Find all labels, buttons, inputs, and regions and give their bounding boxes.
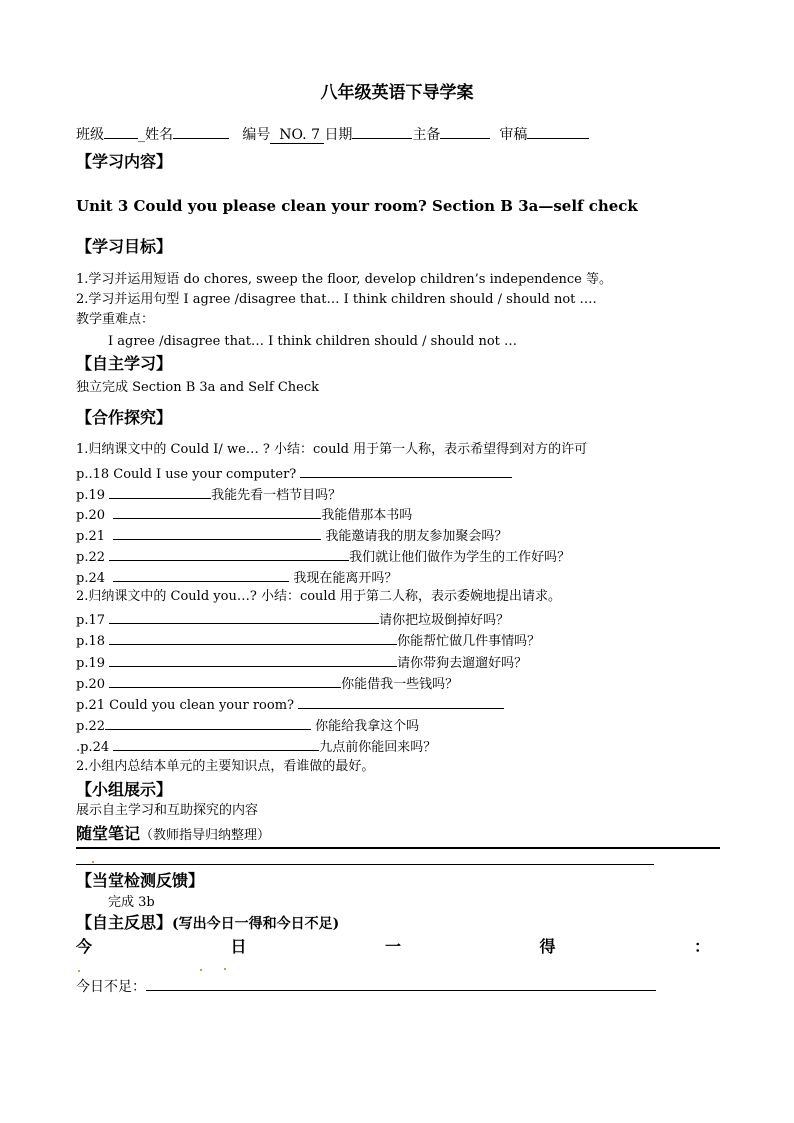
notes-divider (76, 847, 720, 849)
notes-heading: 随堂笔记（教师指导归纳整理） (76, 824, 271, 843)
coop-intro-2: 2.归纳课文中的 Could you…? 小结：could 用于第二人称，表示委婉地提出请求。 (76, 589, 562, 604)
unit-title: Unit 3 Could you please clean your room? Section B 3a—self check (76, 197, 638, 215)
speck (78, 970, 80, 972)
section-content-heading: 【学习内容】 (76, 152, 173, 171)
gain-char: 日 (230, 937, 247, 956)
review-label: 审稿 (499, 127, 528, 143)
section-group-show-heading: 【小组展示】 (76, 780, 173, 799)
name-label: _姓名 (138, 127, 173, 143)
section-self-study-heading: 【自主学习】 (76, 354, 173, 373)
coop-item: p..18 Could I use your computer? (76, 463, 512, 484)
date-blank (352, 124, 412, 139)
reflection-heading: 【自主反思】(写出今日一得和今日不足) (76, 913, 340, 932)
class-label: 班级 (76, 127, 104, 143)
name-blank (173, 124, 229, 139)
gain-char: 一 (384, 937, 401, 956)
coop-intro-1: 1.归纳课文中的 Could I/ we… ? 小结：could 用于第一人称，表示希望得到对方的许可 (76, 442, 588, 457)
coop-item: p.19 请你带狗去遛遛好吗？ (76, 652, 527, 673)
section-goals-heading: 【学习目标】 (76, 237, 173, 256)
coop-item: p.21 我能邀请我的朋友参加聚会吗？ (76, 525, 507, 546)
goal-1: 1.学习并运用短语 do chores, sweep the floor, develop children’s independence 等。 (76, 272, 613, 287)
today-gain-row (76, 934, 710, 957)
coop-item: p.21 Could you clean your room? (76, 694, 504, 715)
section-feedback-heading: 【当堂检测反馈】 (76, 871, 205, 890)
date-label: 日期 (324, 127, 353, 143)
coop-item: .p.24 九点前你能回来吗？ (76, 736, 436, 757)
speck (200, 969, 202, 971)
number-value: NO. 7 (270, 127, 324, 144)
coop-item: p.18 你能帮忙做几件事情吗？ (76, 630, 540, 651)
coop-item: p.20 我能借那本书吗 (76, 504, 412, 525)
key-points-text: I agree /disagree that… I think children should / should not … (108, 334, 517, 349)
notes-line (76, 864, 654, 865)
group-show-text: 展示自主学习和互助探究的内容 (76, 803, 259, 818)
number-label: 编号 (242, 127, 271, 143)
host-blank (440, 124, 490, 139)
section-cooperation-heading: 【合作探究】 (76, 408, 173, 427)
key-points-label: 教学重难点： (76, 312, 155, 327)
review-blank (527, 124, 589, 139)
coop-item: p.24 我现在能离开吗？ (76, 567, 397, 588)
coop-item-3: 2.小组内总结本单元的主要知识点，看谁做的最好。 (76, 759, 375, 774)
host-label: 主备 (412, 127, 441, 143)
coop-item: p.17 请你把垃圾倒掉好吗？ (76, 609, 509, 630)
class-blank (104, 124, 138, 139)
gain-char: 得 (539, 937, 556, 956)
gain-char: 今 (76, 937, 93, 956)
coop-item: p.22 你能给我拿这个吗 (76, 715, 419, 736)
coop-item: p.20 你能借我一些钱吗？ (76, 673, 458, 694)
page-title: 八年级英语下导学案 (320, 83, 474, 103)
self-study-text: 独立完成 Section B 3a and Self Check (76, 380, 320, 395)
info-row (76, 124, 589, 144)
gain-char: ： (693, 937, 710, 956)
coop-item: p.22 我们就让他们做作为学生的工作好吗？ (76, 546, 570, 567)
speck (224, 968, 226, 970)
feedback-text: 完成 3b (108, 895, 155, 910)
coop-item: p.19 我能先看一档节目吗？ (76, 484, 341, 505)
speck (92, 861, 94, 863)
goal-2: 2.学习并运用句型 I agree /disagree that… I think children should / should not …. (76, 292, 597, 307)
today-lack-row: 今日不足： (76, 976, 656, 996)
